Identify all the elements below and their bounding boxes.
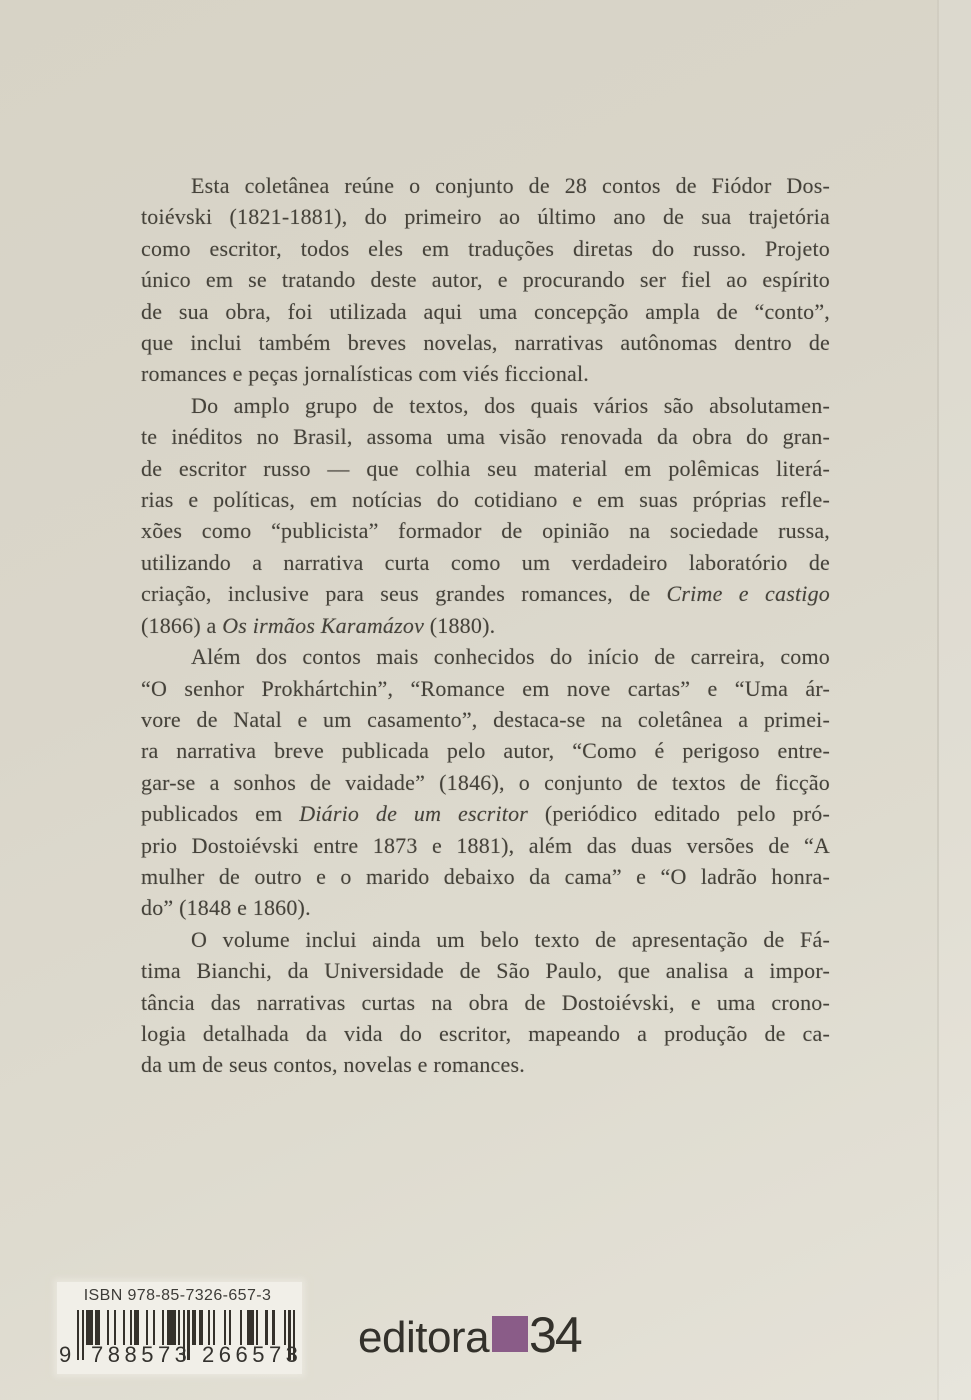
paragraph xyxy=(141,641,830,924)
isbn-barcode-patch xyxy=(57,1282,302,1374)
ean-first-digit: 9 xyxy=(59,1342,72,1367)
text-line: como escritor, todos eles em traduções diretas do russo. Projeto xyxy=(141,235,830,261)
text-line: prio Dostoiévski entre 1873 e 1881), além das duas versões de “A xyxy=(141,832,830,858)
text-line: rias e políticas, em notícias do cotidiano e em suas próprias refle- xyxy=(141,487,830,513)
text-line: tância das narrativas curtas na obra de Dostoiévski, e uma crono- xyxy=(141,989,830,1015)
text-line: romances e peças jornalísticas com viés ficcional. xyxy=(141,361,589,387)
isbn-label: ISBN 978-85-7326-657-3 xyxy=(83,1287,272,1304)
text-line: utilizando a narrativa curta como um verdadeiro laboratório de xyxy=(141,549,830,575)
text-line: Do amplo grupo de textos, dos quais vários são absolutamen- xyxy=(191,392,830,418)
blurb xyxy=(141,170,830,1081)
paragraph xyxy=(141,170,830,390)
text-line: de escritor russo — que colhia seu material em polêmicas literá- xyxy=(141,455,830,481)
text-line: O volume inclui ainda um belo texto de apresentação de Fá- xyxy=(191,926,830,952)
text-line: do” (1848 e 1860). xyxy=(141,895,311,921)
text-line: toiévski (1821-1881), do primeiro ao último ano de sua trajetória xyxy=(141,204,830,230)
text-line: Além dos contos mais conhecidos do início de carreira, como xyxy=(191,644,830,670)
text-line: Esta coletânea reúne o conjunto de 28 contos de Fiódor Dos- xyxy=(191,173,830,198)
publisher-logo-square-icon xyxy=(492,1316,528,1352)
text-line: publicados em Diário de um escritor (periódico editado pelo pró- xyxy=(141,801,830,827)
ean-digits-group2: 266573 xyxy=(202,1342,303,1367)
text-line: gar-se a sonhos de vaidade” (1846), o conjunto de textos de ficção xyxy=(141,769,830,795)
publisher-logo-number: 34 xyxy=(529,1307,581,1363)
text-line: tima Bianchi, da Universidade de São Paulo, que analisa a impor- xyxy=(141,958,830,984)
text-line: de sua obra, foi utilizada aqui uma concepção ampla de “conto”, xyxy=(141,298,830,324)
text-line: ra narrativa breve publicada pelo autor, “Como é perigoso entre- xyxy=(141,738,830,764)
publisher-logo xyxy=(358,1306,581,1364)
cover-right-edge xyxy=(939,0,971,1400)
text-line: (1866) a Os irmãos Karamázov (1880). xyxy=(141,612,496,638)
text-line: mulher de outro e o marido debaixo da cama” e “O ladrão honra- xyxy=(141,863,830,889)
paragraph xyxy=(141,924,830,1081)
text-line: vore de Natal e um casamento”, destaca-se na coletânea a primei- xyxy=(141,706,830,732)
text-line: criação, inclusive para seus grandes romances, de Crime e castigo xyxy=(141,581,830,607)
text-line: da um de seus contos, novelas e romances. xyxy=(141,1052,525,1078)
paragraph xyxy=(141,390,830,641)
text-line: único em se tratando deste autor, e procurando ser fiel ao espírito xyxy=(141,267,830,293)
text-line: xões como “publicista” formador de opinião na sociedade russa, xyxy=(141,518,830,544)
publisher-logo-word: editora xyxy=(358,1313,490,1362)
text-line: “O senhor Prokhártchin”, “Romance em nove cartas” e “Uma ár- xyxy=(141,675,830,701)
text-line: que inclui também breves novelas, narrativas autônomas dentro de xyxy=(141,330,830,356)
ean-digits-group1: 788573 xyxy=(91,1342,192,1367)
text-line: logia detalhada da vida do escritor, mapeando a produção de ca- xyxy=(141,1020,830,1046)
text-line: te inéditos no Brasil, assoma uma visão renovada da obra do gran- xyxy=(141,424,830,450)
